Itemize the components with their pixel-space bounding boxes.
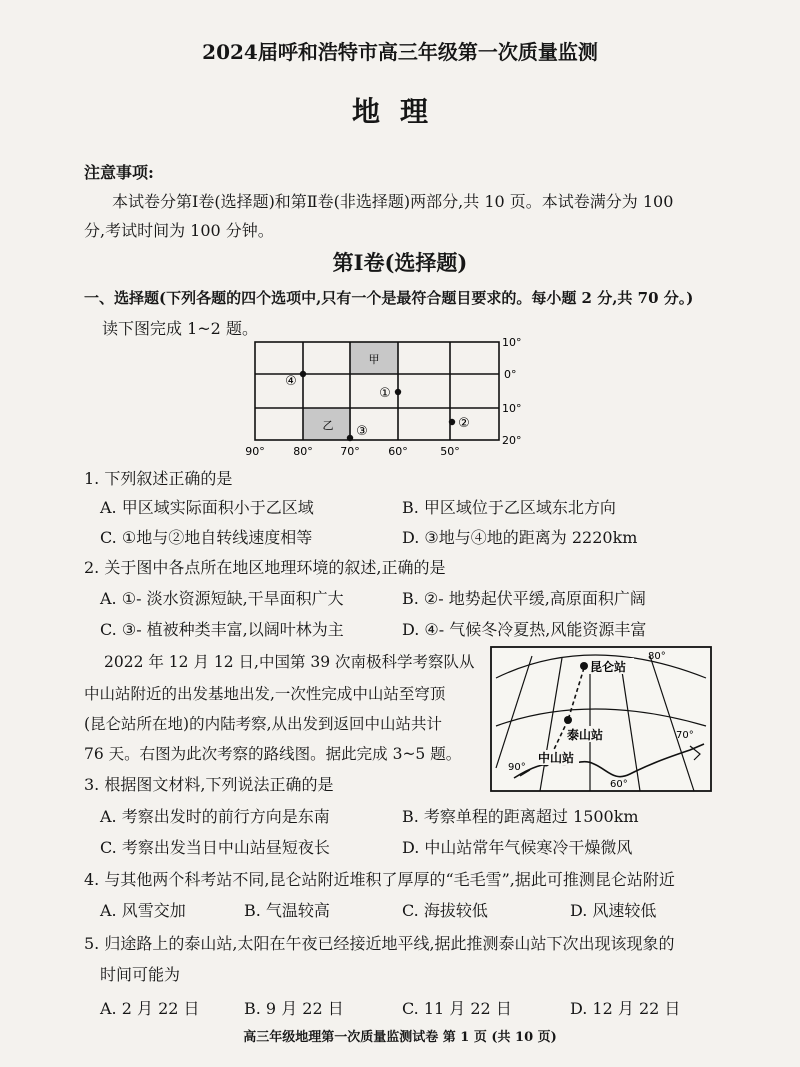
notice-heading: 注意事项: [84, 163, 154, 182]
lat-label-s10: 10° [502, 402, 522, 415]
point-2 [449, 419, 455, 425]
page-footer: 高三年级地理第一次质量监测试卷 第 1 页 (共 10 页) [243, 1030, 557, 1045]
question-2-option-c[interactable]: C. ③- 植被种类丰富,以阔叶林为主 [100, 620, 344, 639]
lon-label-90e: 90° [508, 762, 526, 773]
question-2-option-d[interactable]: D. ④- 气候冬冷夏热,风能资源丰富 [402, 620, 647, 639]
question-1-stem: 1. 下列叙述正确的是 [84, 469, 233, 488]
lon-label-70: 70° [340, 445, 360, 458]
antarctic-route-map [490, 646, 712, 792]
passage-line-3: (昆仑站所在地)的内陆考察,从出发到返回中山站共计 [84, 715, 443, 733]
question-5-option-a[interactable]: A. 2 月 22 日 [100, 999, 200, 1018]
lat-label-n10: 10° [502, 336, 522, 349]
question-3-option-b[interactable]: B. 考察单程的距离超过 1500km [402, 807, 639, 826]
passage-line-1: 2022 年 12 月 12 日,中国第 39 次南极科学考察队从 [104, 653, 475, 671]
question-4-option-c[interactable]: C. 海拔较低 [402, 901, 488, 920]
lon-label-70e: 70° [676, 730, 694, 741]
question-4-option-b[interactable]: B. 气温较高 [244, 901, 330, 920]
lat-label-s20: 20° [502, 434, 522, 447]
lon-label-60e: 60° [610, 779, 628, 790]
question-1-option-c[interactable]: C. ①地与②地自转线速度相等 [100, 528, 313, 547]
question-5-stem-line-2: 时间可能为 [100, 965, 181, 984]
lon-label-90: 90° [245, 445, 265, 458]
point-2-label: ② [458, 416, 470, 431]
notice-line-2: 分,考试时间为 100 分钟。 [84, 221, 274, 240]
question-3-option-a[interactable]: A. 考察出发时的前行方向是东南 [100, 807, 330, 826]
section-title: 第Ⅰ卷(选择题) [332, 250, 468, 275]
question-5-stem-line-1: 5. 归途路上的泰山站,太阳在午夜已经接近地平线,据此推测泰山站下次出现该现象的 [84, 934, 675, 953]
lon-label-50: 50° [440, 445, 460, 458]
question-2-stem: 2. 关于图中各点所在地区地理环境的叙述,正确的是 [84, 558, 446, 577]
question-1-option-b[interactable]: B. 甲区域位于乙区域东北方向 [402, 498, 616, 517]
lat-label-0: 0° [504, 368, 517, 381]
passage-line-2: 中山站附近的出发基地出发,一次性完成中山站至穹顶 [84, 685, 446, 703]
lon-label-80: 80° [293, 445, 313, 458]
question-4-option-d[interactable]: D. 风速较低 [570, 901, 657, 920]
notice-line-1: 本试卷分第Ⅰ卷(选择题)和第Ⅱ卷(非选择题)两部分,共 10 页。本试卷满分为 100 [112, 192, 674, 211]
kunlun-station-label: 昆仑站 [590, 660, 627, 674]
section-instruction: 一、选择题(下列各题的四个选项中,只有一个是最符合题目要求的。每小题 2 分,共 70 分。) [84, 289, 694, 307]
kunlun-station-marker [580, 662, 588, 670]
taishan-station-marker [564, 716, 572, 724]
point-1-label: ① [379, 386, 391, 401]
exam-title: 2024届呼和浩特市高三年级第一次质量监测 [202, 40, 598, 64]
question-5-option-c[interactable]: C. 11 月 22 日 [402, 999, 512, 1018]
region-yi-label: 乙 [322, 419, 334, 432]
point-4 [300, 371, 306, 377]
zhongshan-station-label: 中山站 [538, 751, 575, 765]
point-1 [395, 389, 401, 395]
question-2-option-b[interactable]: B. ②- 地势起伏平缓,高原面积广阔 [402, 589, 646, 608]
question-5-option-b[interactable]: B. 9 月 22 日 [244, 999, 344, 1018]
subject-title: 地理 [351, 95, 448, 128]
lon-label-80e: 80° [648, 651, 666, 662]
question-4-option-a[interactable]: A. 风雪交加 [100, 901, 186, 920]
passage-line-4: 76 天。右图为此次考察的路线图。据此完成 3~5 题。 [84, 745, 462, 763]
question-4-stem: 4. 与其他两个科考站不同,昆仑站附近堆积了厚厚的“毛毛雪”,据此可推测昆仑站附近 [84, 870, 675, 889]
point-3-label: ③ [356, 424, 368, 439]
question-1-option-a[interactable]: A. 甲区域实际面积小于乙区域 [100, 498, 314, 517]
question-3-option-d[interactable]: D. 中山站常年气候寒冷干燥微风 [402, 838, 633, 857]
taishan-station-label: 泰山站 [567, 728, 604, 742]
map-intro: 读下图完成 1~2 题。 [102, 319, 258, 338]
question-3-stem: 3. 根据图文材料,下列说法正确的是 [84, 775, 334, 794]
question-2-option-a[interactable]: A. ①- 淡水资源短缺,干旱面积广大 [100, 589, 344, 608]
question-1-option-d[interactable]: D. ③地与④地的距离为 2220km [402, 528, 638, 547]
point-3 [347, 435, 353, 441]
point-4-label: ④ [285, 374, 297, 389]
question-5-option-d[interactable]: D. 12 月 22 日 [570, 999, 681, 1018]
region-jia-label: 甲 [368, 353, 380, 366]
question-3-option-c[interactable]: C. 考察出发当日中山站昼短夜长 [100, 838, 330, 857]
lon-label-60: 60° [388, 445, 408, 458]
grid-map [240, 336, 540, 458]
